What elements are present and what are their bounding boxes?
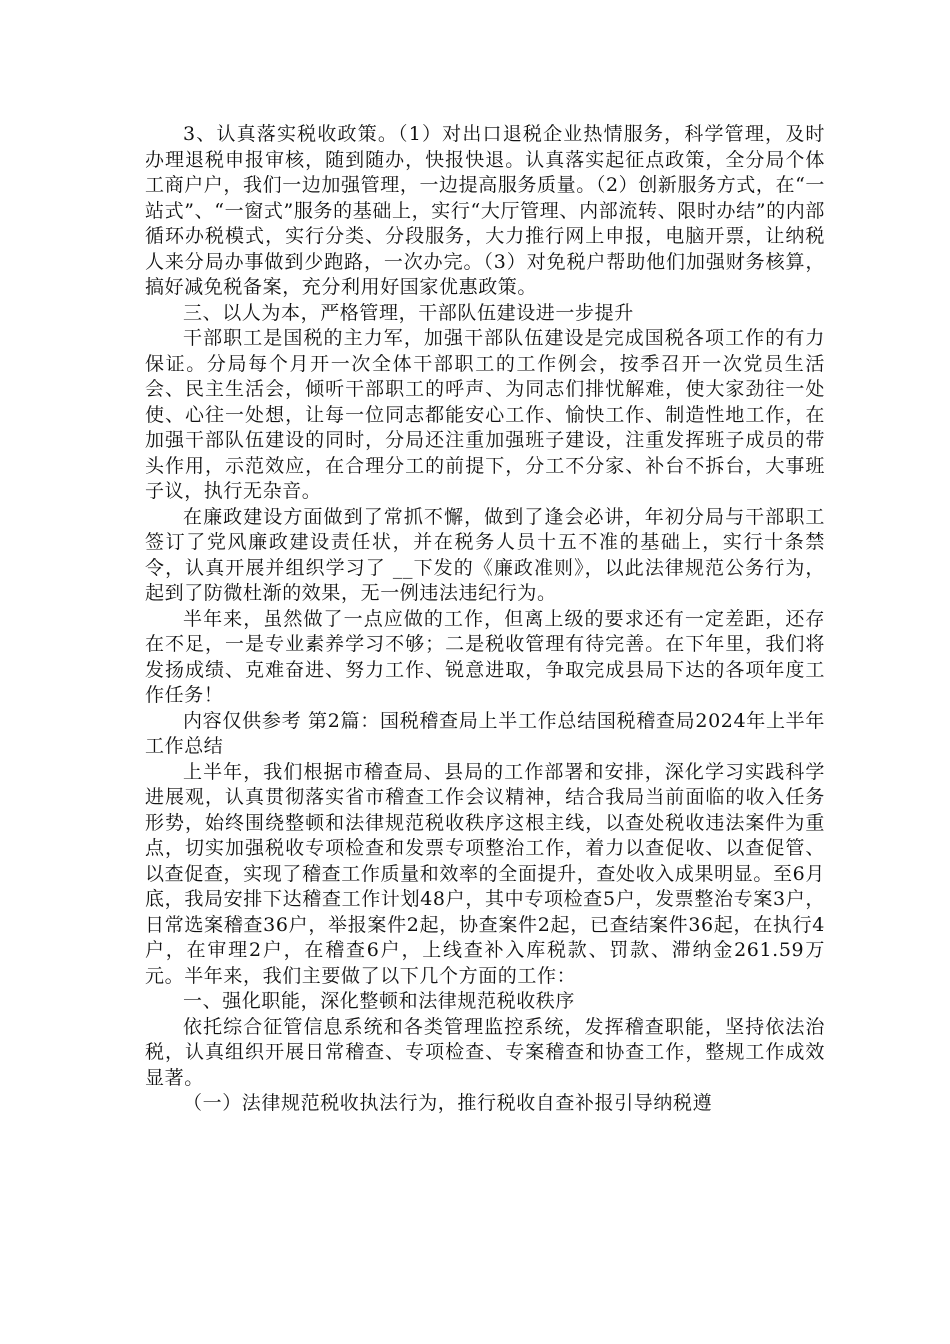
paragraph-integrity: 在廉政建设方面做到了常抓不懈，做到了逢会必讲，年初分局与干部职工签订了党风廉政建设责任状，并在税务人员十五不准的基础上，实行十条禁令，认真开展并组织学习了 __下发的《廉政准则》，以此法律规范公务行为，起到了防微杜渐的效果，无一例违法违纪行为。 [145, 505, 825, 604]
subsection-heading-enforcement: （一）法律规范税收执法行为，推行税收自查补报引导纳税遵 [183, 1092, 713, 1114]
section-heading-team-building: 三、以人为本，严格管理，干部队伍建设进一步提升 [183, 301, 634, 324]
paragraph-inspection-work: 依托综合征管信息系统和各类管理监控系统，发挥稽查职能，坚持依法治税，认真组织开展日常稽查、专项检查、专案稽查和协查工作，整规工作成效显著。 [145, 1015, 825, 1089]
paragraph-tax-policy: 3、认真落实税收政策。（1）对出口退税企业热情服务，科学管理，及时办理退税申报审核，随到随办，快报快退。认真落实起征点政策，全分局个体工商户户，我们一边加强管理，一边提高服务质量。（2）创新服务方式，在“一站式”、“一窗式”服务的基础上，实行“大厅管理、内部流转、限时办结”的内部循环办税模式，实行分类、分段服务，大力推行网上申报，电脑开票，让纳税人来分局办事做到少跑路，一次办完。（3）对免税户帮助他们加强财务核算，搞好减免税备案，充分利用好国家优惠政策。 [145, 123, 825, 298]
article-title: 内容仅供参考 第2篇：国税稽查局上半工作总结国税稽查局2024年上半年工作总结 [145, 709, 825, 757]
paragraph-first-half-overview: 上半年，我们根据市稽查局、县局的工作部署和安排，深化学习实践科学进展观，认真贯彻落实省市稽查工作会议精神，结合我局当前面临的收入任务形势，始终围绕整顿和法律规范税收秩序这根主线，以查处税收违法案件为重点，切实加强税收专项检查和发票专项整治工作，着力以查促收、以查促管、以查促查，实现了稽查工作质量和效率的全面提升，查处收入成果明显。至6月底，我局安排下达稽查工作计划48户，其中专项检查5户，发票整治专案3户，日常选案稽查36户，举报案件2起，协查案件2起，已查结案件36起，在执行4户，在审理2户，在稽查6户，上线查补入库税款、罚款、滞纳金261.59万元。半年来，我们主要做了以下几个方面的工作： [145, 760, 825, 987]
paragraph-half-year-summary: 半年来，虽然做了一点应做的工作，但离上级的要求还有一定差距，还存在不足，一是专业素养学习不够；二是税收管理有待完善。在下年里，我们将发扬成绩、克难奋进、努力工作、锐意进取，争取完成县局下达的各项年度工作任务！ [145, 607, 825, 706]
paragraph-staff: 干部职工是国税的主力军，加强干部队伍建设是完成国税各项工作的有力保证。分局每个月开一次全体干部职工的工作例会，按季召开一次党员生活会、民主生活会，倾听干部职工的呼声、为同志们排忧解难，使大家劲往一处使、心往一处想，让每一位同志都能安心工作、愉快工作、制造性地工作，在加强干部队伍建设的同时，分局还注重加强班子建设，注重发挥班子成员的带头作用，示范效应，在合理分工的前提下，分工不分家、补台不拆台，大事班子议，执行无杂音。 [145, 327, 825, 502]
document-body [145, 122, 825, 1117]
section-heading-functions: 一、强化职能，深化整顿和法律规范税收秩序 [183, 990, 576, 1012]
